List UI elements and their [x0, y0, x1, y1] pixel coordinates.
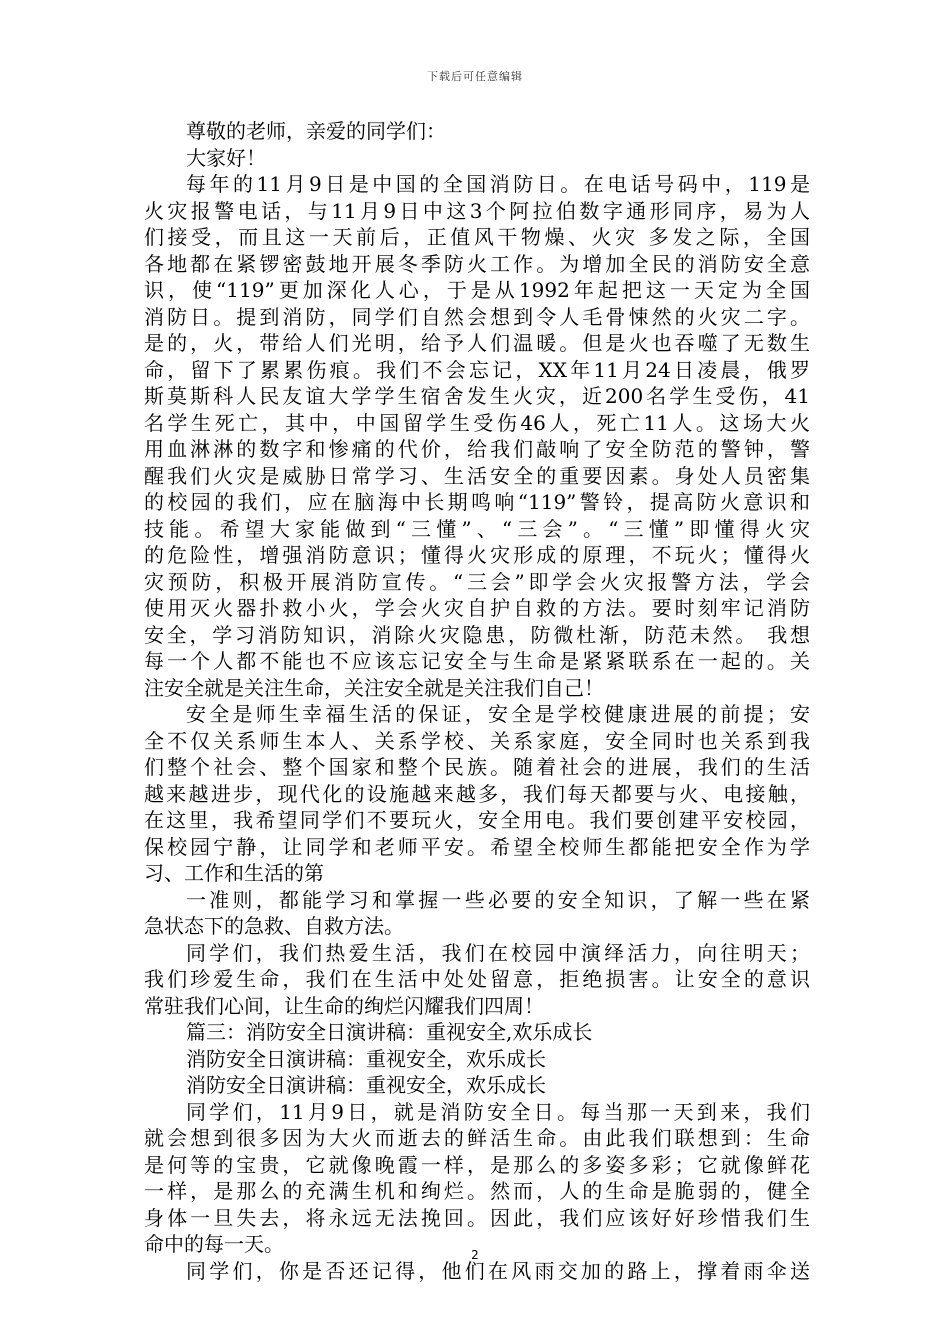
- text-line: 使用灭火器扑救小火，学会火灾自护自救的方法。要时刻牢记消防: [144, 596, 810, 620]
- text-line: 越来越进步，现代化的设施越来越多，我们每天都要与火、电接触，: [144, 781, 810, 806]
- text-line: 是的，火，带给人们光明，给予人们温暖。但是火也吞噬了无数生: [144, 331, 810, 355]
- text-line: 我们珍爱生命，我们在生活中处处留意，拒绝损害。让安全的意识: [144, 967, 810, 991]
- text-line: 同学们，11月9日，就是消防安全日。每当那一天到来，我们: [186, 1099, 810, 1124]
- text-line: 消防安全日演讲稿：重视安全，欢乐成长: [186, 1073, 546, 1097]
- text-line: 同学们，你是否还记得，他们在风雨交加的路上，撑着雨伞送: [186, 1258, 810, 1283]
- text-line: 安全，学习消防知识，消除火灾隐患，防微杜渐，防范未然。 我想: [144, 622, 810, 647]
- text-line: 一准则，都能学习和掌握一些必要的安全知识，了解一些在紧: [186, 887, 810, 912]
- text-line: 急状态下的急救、自救方法。: [144, 914, 404, 938]
- text-line: 安全是师生幸福生活的保证，安全是学校健康进展的前提；安: [186, 702, 810, 726]
- text-line: 注安全就是关注生命，关注安全就是关注我们自己！: [144, 675, 604, 700]
- text-line: 们整个社会、整个国家和整个民族。随着社会的进展，我们的生活: [144, 755, 810, 779]
- text-line: 各地都在紧锣密鼓地开展冬季防火工作。为增加全民的消防安全意: [144, 251, 810, 276]
- text-line: 大家好！: [186, 145, 266, 170]
- text-line: 的危险性，增强消防意识；懂得火灾形成的原理，不玩火；懂得火: [144, 543, 810, 567]
- text-line: 同学们，我们热爱生活，我们在校园中演绎活力，向往明天；: [186, 940, 810, 965]
- document-body: [144, 118, 810, 1284]
- text-line: 每年的11月9日是中国的全国消防日。在电话号码中，119是: [186, 172, 810, 196]
- text-line: 们接受，而且这一天前后，正值风干物燥、火灾 多发之际，全国: [144, 225, 810, 249]
- text-line: 消防安全日演讲稿：重视安全，欢乐成长: [186, 1046, 546, 1071]
- text-line: 命中的每一天。: [144, 1232, 284, 1256]
- text-line: 是何等的宝贵，它就像晚霞一样，是那么的多姿多彩；它就像鲜花: [144, 1152, 810, 1177]
- text-line: 习、工作和生活的第: [144, 861, 324, 885]
- text-line: 篇三：消防安全日演讲稿：重视安全,欢乐成长: [186, 1020, 593, 1044]
- text-line: 识，使“119”更加深化人心，于是从1992年起把这一天定为全国: [144, 278, 810, 302]
- page-header: 下载后可任意编辑: [427, 70, 523, 83]
- text-line: 醒我们火灾是威胁日常学习、生活安全的重要因素。身处人员密集: [144, 463, 810, 488]
- text-line: 灾预防，积极开展消防宣传。“三会”即学会火灾报警方法，学会: [144, 569, 810, 594]
- text-line: 一样，是那么的充满生机和绚烂。然而，人的生命是脆弱的，健全: [144, 1179, 810, 1203]
- text-line: 技能。希望大家能做到“三懂”、“三会”。“三懂”即懂得火灾: [144, 516, 810, 541]
- text-line: 的校园的我们，应在脑海中长期鸣响“119”警铃，提高防火意识和: [144, 490, 810, 514]
- text-line: 火灾报警电话，与11月9日中这3个阿拉伯数字通形同序，易为人: [144, 198, 810, 223]
- text-line: 保校园宁静，让同学和老师平安。希望全校师生都能把安全作为学: [144, 834, 810, 859]
- text-line: 就会想到很多因为大火而逝去的鲜活生命。由此我们联想到：生命: [144, 1126, 810, 1150]
- page-number: 2: [471, 1248, 479, 1262]
- text-line: 尊敬的老师，亲爱的同学们：: [186, 119, 446, 143]
- text-line: 用血淋淋的数字和惨痛的代价，给我们敲响了安全防范的警钟，警: [144, 437, 810, 461]
- text-line: 名学生死亡，其中，中国留学生受伤46人，死亡11人。这场大火: [144, 410, 810, 435]
- text-line: 在这里，我希望同学们不要玩火，安全用电。我们要创建平安校园，: [144, 808, 810, 832]
- text-line: 全不仅关系师生本人、关系学校、关系家庭，安全同时也关系到我: [144, 728, 810, 753]
- text-line: 常驻我们心间，让生命的绚烂闪耀我们四周！: [144, 993, 544, 1018]
- text-line: 命，留下了累累伤痕。我们不会忘记，XX年11月24日凌晨，俄罗: [144, 357, 810, 382]
- text-line: 每一个人都不能也不应该忘记安全与生命是紧紧联系在一起的。关: [144, 649, 810, 673]
- text-line: 斯莫斯科人民友谊大学学生宿舍发生火灾，近200名学生受伤，41: [144, 384, 810, 408]
- text-line: 消防日。提到消防，同学们自然会想到令人毛骨悚然的火灾二字。: [144, 304, 810, 329]
- text-line: 身体一旦失去，将永远无法挽回。因此，我们应该好好珍惜我们生: [144, 1205, 810, 1230]
